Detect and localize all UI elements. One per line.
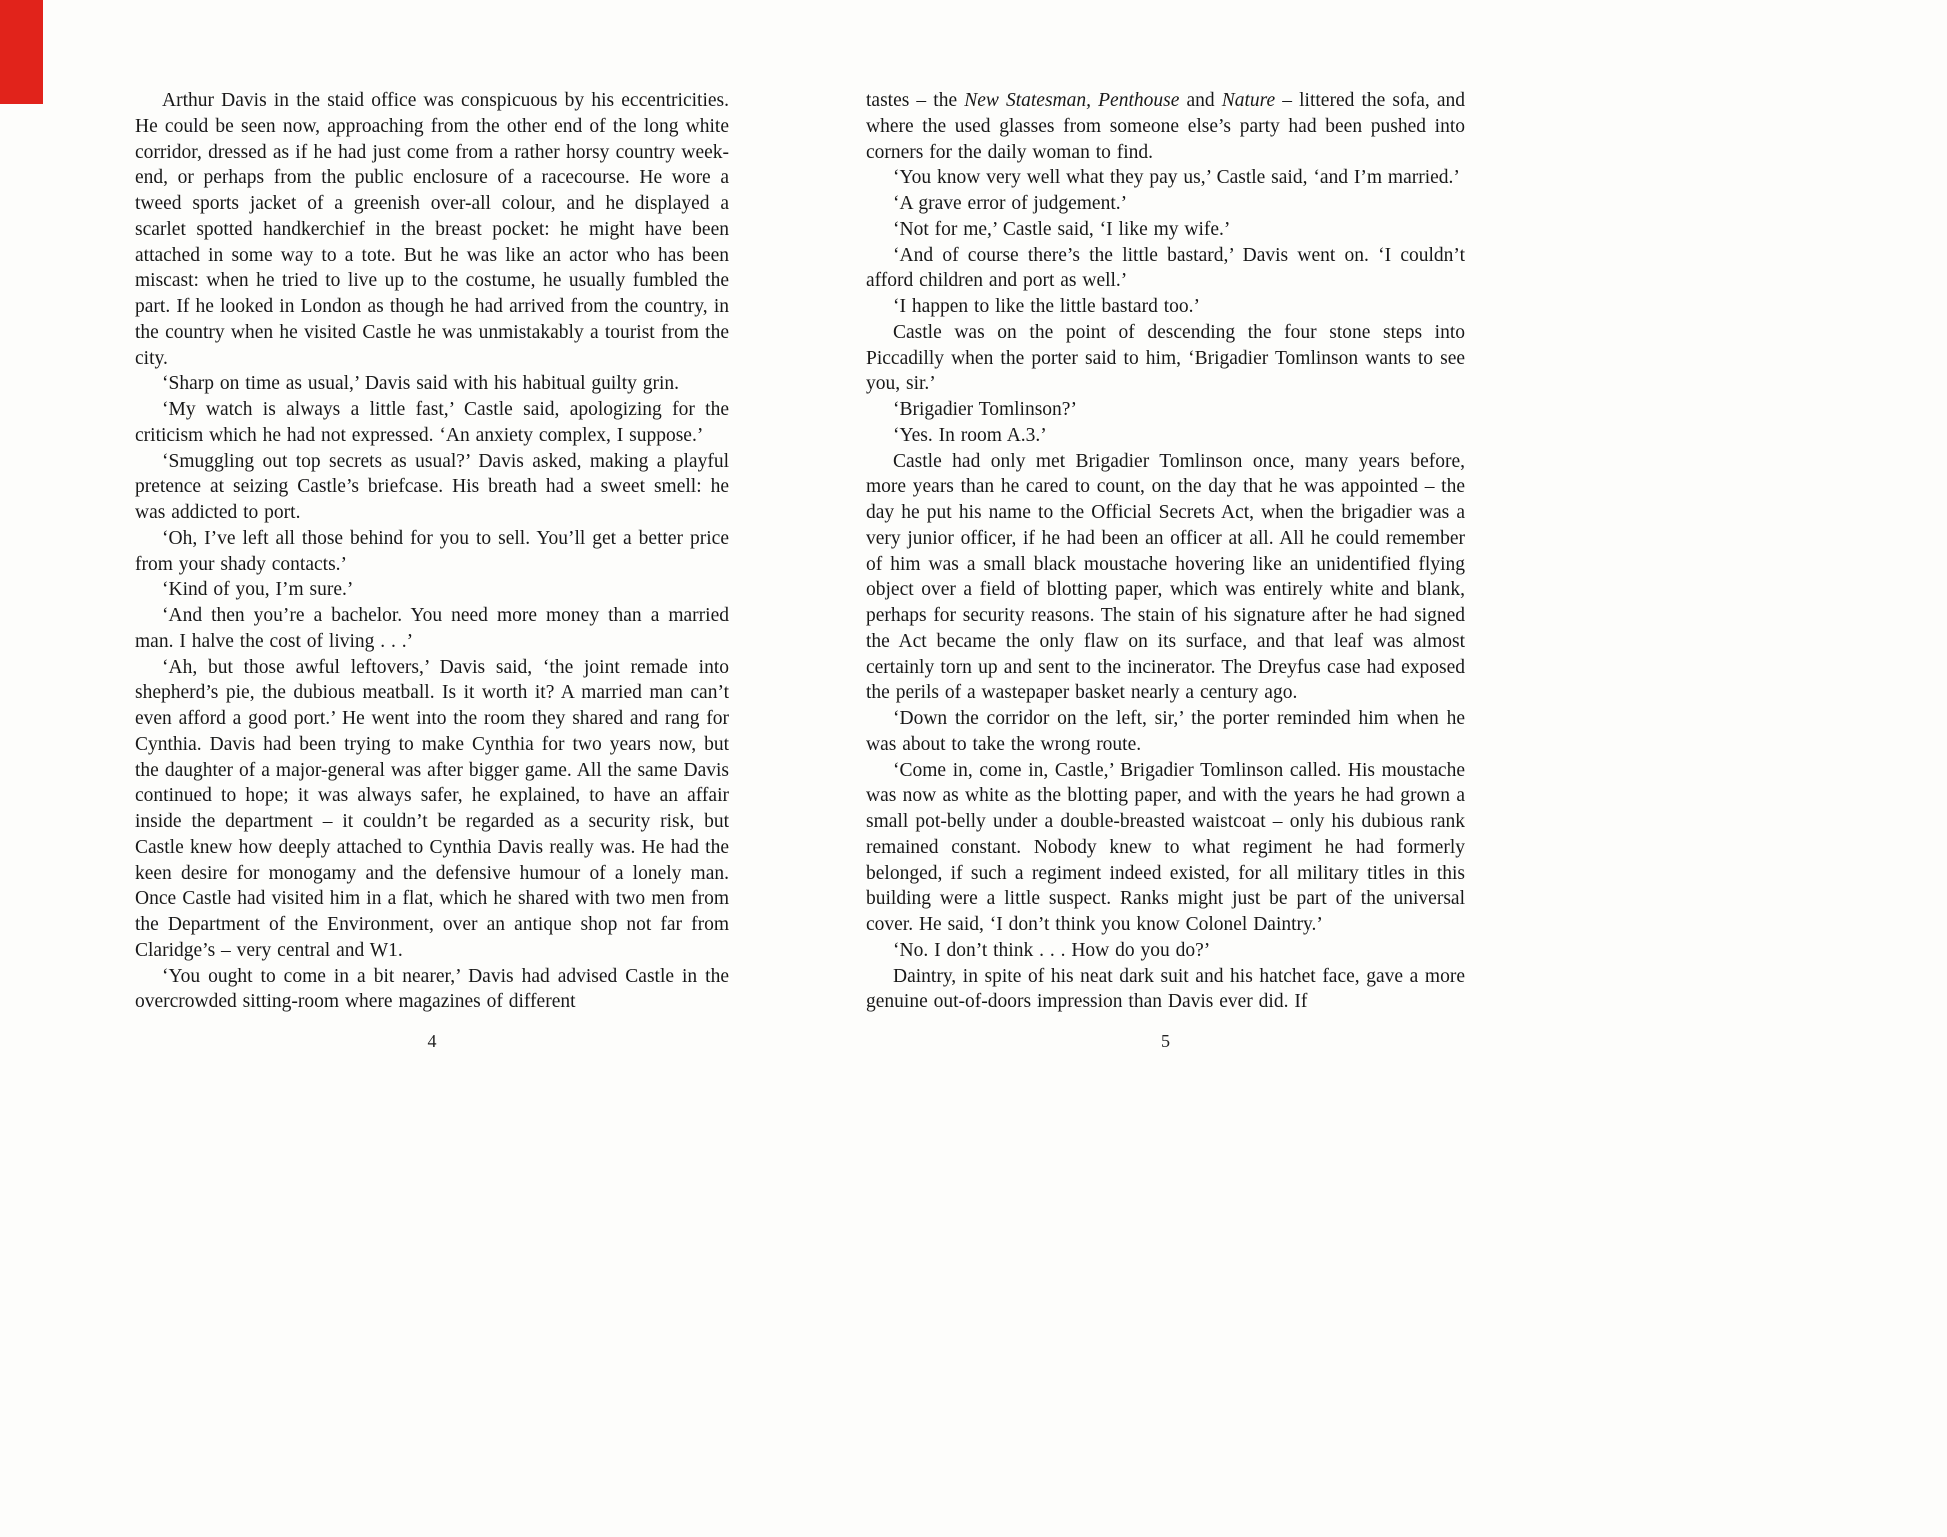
- text-segment: and: [1179, 90, 1222, 111]
- italic-magazine-title: New Statesman,: [964, 90, 1092, 111]
- paragraph: ‘No. I don’t think . . . How do you do?’: [893, 939, 1211, 961]
- paragraph: ‘Smuggling out top secrets as usual?’ Davis asked, making a playful pretence at seizing Castle’s briefcase. His breath had a sweet smell: he was addicted to port.: [135, 450, 729, 523]
- paragraph: ‘You ought to come in a bit nearer,’ Davis had advised Castle in the overcrowded sitting-room where magazines of different: [135, 965, 729, 1013]
- text-segment: – littered the sofa, and where the used glasses from someone else’s party had been pushed into corners for the daily woman to find.: [866, 90, 1465, 163]
- paragraph: ‘Come in, come in, Castle,’ Brigadier Tomlinson called. His moustache was now as white as the blotting paper, and with the years he had grown a small pot-belly under a double-breasted waistcoat – only his dubious rank remained constant. Nobody knew to what regiment he had formerly belonged, if such a regiment indeed existed, for all military titles in this building were a little suspect. Ranks might just be part of the universal cover. He said, ‘I don’t think you know Colonel Daintry.’: [866, 759, 1465, 935]
- paragraph: ‘Down the corridor on the left, sir,’ the porter reminded him when he was about to take the wrong route.: [866, 708, 1465, 755]
- paragraph: Castle had only met Brigadier Tomlinson once, many years before, more years than he cared to count, on the day that he was appointed – the day he put his name to the Official Secrets Act, when the brigadier was a very junior officer, if he had been an officer at all. All he could remember of him was a small black moustache hovering like an unidentified flying object over a field of blotting paper, which was entirely white and blank, perhaps for security reasons. The stain of his signature after he had signed the Act became the only flaw on its surface, and that leaf was almost certainly torn up and sent to the incinerator. The Dreyfus case had exposed the perils of a wastepaper basket nearly a century ago.: [866, 450, 1465, 704]
- paragraph: ‘And then you’re a bachelor. You need more money than a married man. I halve the cost of living . . .’: [135, 605, 729, 652]
- paragraph: ‘Ah, but those awful leftovers,’ Davis said, ‘the joint remade into shepherd’s pie, the dubious meatball. Is it worth it? A married man can’t even afford a good port.’ He went into the room they shared and rang for Cynthia. Davis had been trying to make Cynthia for two years now, but the daughter of a major-general was after bigger game. All the same Davis continued to hope; it was always safer, he explained, to have an affair inside the department – it couldn’t be regarded as a security risk, but Castle knew how deeply attached to Cynthia Davis really was. He had the keen desire for monogamy and the defensive humour of a lonely man. Once Castle had visited him in a flat, which he shared with two men from the Department of the Environment, over an antique shop not far from Claridge’s – very central and W1.: [135, 656, 729, 961]
- page-number: 4: [427, 1031, 437, 1051]
- paragraph: ‘My watch is always a little fast,’ Castle said, apologizing for the criticism which he had not expressed. ‘An anxiety complex, I suppose.’: [135, 399, 729, 446]
- italic-magazine-title: Nature: [1221, 90, 1276, 111]
- paragraph: ‘I happen to like the little bastard too.’: [893, 296, 1200, 317]
- paragraph: ‘Yes. In room A.3.’: [893, 424, 1047, 446]
- left-page: [135, 88, 729, 1052]
- paragraph: ‘Sharp on time as usual,’ Davis said with his habitual guilty grin.: [162, 373, 680, 395]
- italic-magazine-title: Penthouse: [1098, 90, 1180, 111]
- paragraph: ‘Not for me,’ Castle said, ‘I like my wife.’: [893, 218, 1231, 240]
- red-bookmark: [0, 0, 43, 104]
- right-page: [866, 88, 1465, 1052]
- paragraph: ‘You know very well what they pay us,’ Castle said, ‘and I’m married.’: [893, 167, 1460, 189]
- paragraph: ‘Kind of you, I’m sure.’: [162, 579, 354, 601]
- paragraph: Daintry, in spite of his neat dark suit and his hatchet face, gave a more genuine out-of-doors impression than Davis ever did. If: [866, 965, 1465, 1013]
- paragraph: Castle was on the point of descending the four stone steps into Piccadilly when the porter said to him, ‘Brigadier Tomlinson wants to see you, sir.’: [866, 321, 1465, 395]
- text-segment: tastes – the: [866, 90, 965, 111]
- paragraph: ‘A grave error of judgement.’: [893, 193, 1128, 214]
- paragraph: ‘Brigadier Tomlinson?’: [893, 399, 1077, 420]
- page-number: 5: [1161, 1031, 1170, 1051]
- paragraph: [866, 88, 1465, 165]
- paragraph: ‘And of course there’s the little bastard,’ Davis went on. ‘I couldn’t afford children and port as well.’: [866, 244, 1465, 292]
- paragraph: ‘Oh, I’ve left all those behind for you to sell. You’ll get a better price from your shady contacts.’: [135, 527, 729, 575]
- paragraph: Arthur Davis in the staid office was conspicuous by his eccentricities. He could be seen now, approaching from the other end of the long white corridor, dressed as if he had just come from a rather horsy country week-end, or perhaps from the public enclosure of a racecourse. He wore a tweed sports jacket of a greenish over-all colour, and he displayed a scarlet spotted handkerchief in the breast pocket: he might have been attached in some way to a tote. But he was like an actor who has been miscast: when he tried to live up to the costume, he usually fumbled the part. If he looked in London as though he had arrived from the country, in the country when he visited Castle he was unmistakably a tourist from the city.: [135, 90, 729, 369]
